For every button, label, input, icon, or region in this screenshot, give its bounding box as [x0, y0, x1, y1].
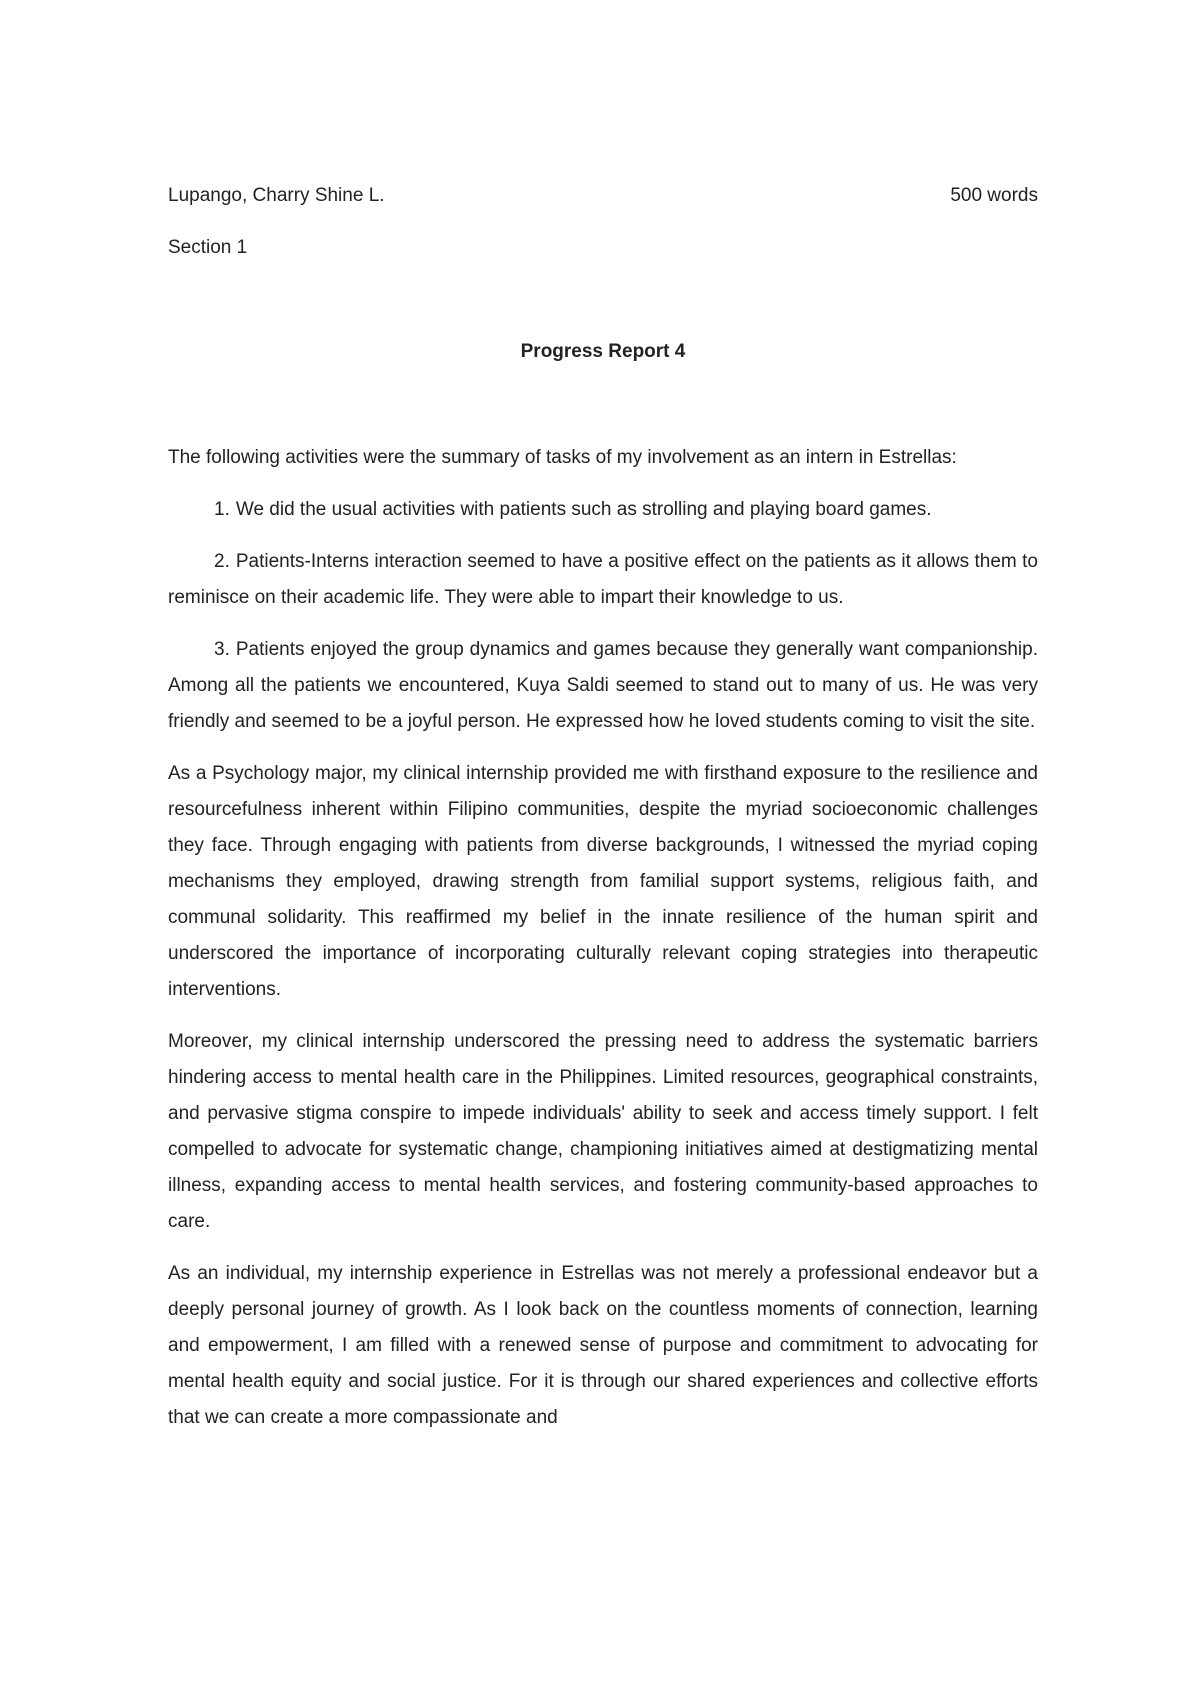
- list-item-text: We did the usual activities with patients such as strolling and playing board games.: [235, 499, 932, 520]
- document-title: Progress Report 4: [520, 341, 686, 362]
- list-item-number: 2.: [214, 551, 230, 572]
- list-item: [168, 492, 1038, 528]
- list-item-text: Patients-Interns interaction seemed to have a positive effect on the patients as it allows them to reminisce on their academic life. They were able to impart their knowledge to us.: [168, 551, 1038, 608]
- list-item: [168, 632, 1038, 740]
- word-count: 500 words: [950, 185, 1038, 206]
- list-item: [168, 544, 1038, 616]
- list-item-text: Patients enjoyed the group dynamics and games because they generally want companionship. Among all the patients we encountered, Kuya Saldi seemed to stand out to many of us. He was very friendly and seemed to be a joyful person. He expressed how he loved students coming to visit the site.: [168, 639, 1038, 732]
- paragraph-psychology-major: As a Psychology major, my clinical internship provided me with firsthand exposure to the resilience and resourcefulness inherent within Filipino communities, despite the myriad socioeconomic challenges they face. Through engaging with patients from diverse backgrounds, I witnessed the myriad coping mechanisms they employed, drawing strength from familial support systems, religious faith, and communal solidarity. This reaffirmed my belief in the innate resilience of the human spirit and underscored the importance of incorporating culturally relevant coping strategies into therapeutic interventions.: [168, 763, 1038, 1000]
- list-item-number: 3.: [214, 639, 230, 660]
- section-label: Section 1: [168, 237, 248, 258]
- paragraph-systematic-barriers: Moreover, my clinical internship underscored the pressing need to address the systematic barriers hindering access to mental health care in the Philippines. Limited resources, geographical constraints, and pervasive stigma conspire to impede individuals' ability to seek and access timely support. I felt compelled to advocate for systematic change, championing initiatives aimed at destigmatizing mental illness, expanding access to mental health services, and fostering community-based approaches to care.: [168, 1031, 1038, 1232]
- document-body: [168, 178, 1038, 1436]
- header-row: [168, 178, 1038, 214]
- author-name: Lupango, Charry Shine L.: [168, 185, 385, 206]
- list-item-number: 1.: [214, 499, 230, 520]
- paragraph-personal-growth: As an individual, my internship experience in Estrellas was not merely a professional endeavor but a deeply personal journey of growth. As I look back on the countless moments of connection, learning and empowerment, I am filled with a renewed sense of purpose and commitment to advocating for mental health equity and social justice. For it is through our shared experiences and collective efforts that we can create a more compassionate and: [168, 1263, 1038, 1428]
- intro-sentence: The following activities were the summary of tasks of my involvement as an intern in Estrellas:: [168, 447, 957, 468]
